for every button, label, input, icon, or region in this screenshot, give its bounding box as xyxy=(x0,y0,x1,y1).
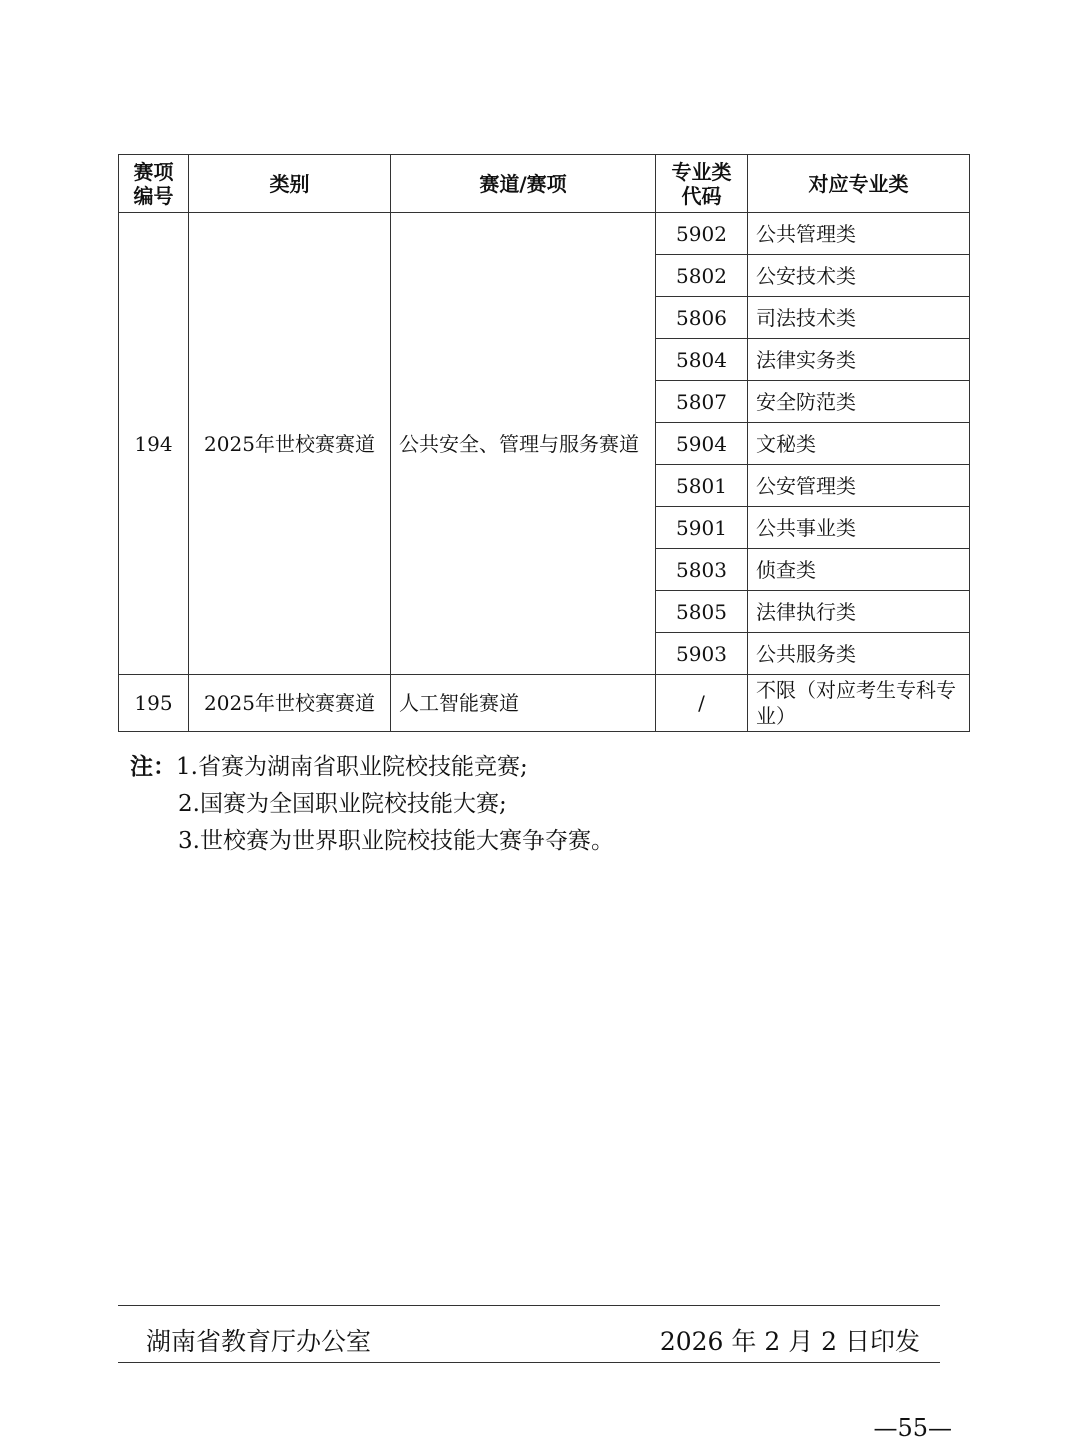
row195-number: 195 xyxy=(119,675,189,732)
footer-date: 2026 年 2 月 2 日印发 xyxy=(659,1327,920,1356)
major-name: 公共服务类 xyxy=(748,633,970,675)
major-code: 5804 xyxy=(656,339,748,381)
major-code: 5803 xyxy=(656,549,748,591)
note-item-3: 3.世校赛为世界职业院校技能大赛争夺赛。 xyxy=(178,828,614,854)
note-label: 注： xyxy=(130,753,176,780)
footer-bottom-rule xyxy=(118,1362,940,1363)
table-header-row xyxy=(119,155,970,213)
header-number-line1: 赛项 xyxy=(133,159,174,184)
footer-issuer: 湖南省教育厅办公室 xyxy=(146,1327,372,1356)
major-name: 公共管理类 xyxy=(748,213,970,255)
header-code xyxy=(656,155,748,213)
notes xyxy=(130,748,614,860)
row195-track: 人工智能赛道 xyxy=(391,675,656,732)
page-number: —55— xyxy=(873,1414,952,1442)
major-code: 5807 xyxy=(656,381,748,423)
row195-category: 2025年世校赛赛道 xyxy=(189,675,391,732)
table-row-194-major xyxy=(119,213,970,255)
major-code: 5802 xyxy=(656,255,748,297)
header-number xyxy=(119,155,189,213)
major-name: 法律执行类 xyxy=(748,591,970,633)
row194-category: 2025年世校赛赛道 xyxy=(189,213,391,675)
footer-top-rule xyxy=(118,1305,940,1306)
major-name: 安全防范类 xyxy=(748,381,970,423)
major-name: 司法技术类 xyxy=(748,297,970,339)
major-name: 公安技术类 xyxy=(748,255,970,297)
major-code: 5902 xyxy=(656,213,748,255)
header-code-line1: 专业类 xyxy=(671,159,732,184)
major-code: 5901 xyxy=(656,507,748,549)
header-major: 对应专业类 xyxy=(748,155,970,213)
major-code: 5904 xyxy=(656,423,748,465)
major-code: 5903 xyxy=(656,633,748,675)
major-name: 侦查类 xyxy=(748,549,970,591)
row194-number: 194 xyxy=(119,213,189,675)
major-name: 公共事业类 xyxy=(748,507,970,549)
competition-table xyxy=(118,154,970,732)
header-code-line2: 代码 xyxy=(681,183,722,208)
major-code: 5805 xyxy=(656,591,748,633)
major-code: 5806 xyxy=(656,297,748,339)
note-item-2: 2.国赛为全国职业院校技能大赛; xyxy=(178,791,507,817)
note-text-1: 1.省赛为湖南省职业院校技能竞赛; xyxy=(176,754,528,780)
major-name: 文秘类 xyxy=(748,423,970,465)
header-number-line2: 编号 xyxy=(133,183,174,208)
header-track: 赛道/赛项 xyxy=(391,155,656,213)
header-category: 类别 xyxy=(189,155,391,213)
major-code: 5801 xyxy=(656,465,748,507)
row195-major: 不限（对应考生专科专业） xyxy=(748,675,970,732)
row195-code: / xyxy=(656,675,748,732)
major-name: 法律实务类 xyxy=(748,339,970,381)
table-row-195 xyxy=(119,675,970,732)
major-name: 公安管理类 xyxy=(748,465,970,507)
row194-track: 公共安全、管理与服务赛道 xyxy=(391,213,656,675)
note-item-1 xyxy=(130,748,614,786)
